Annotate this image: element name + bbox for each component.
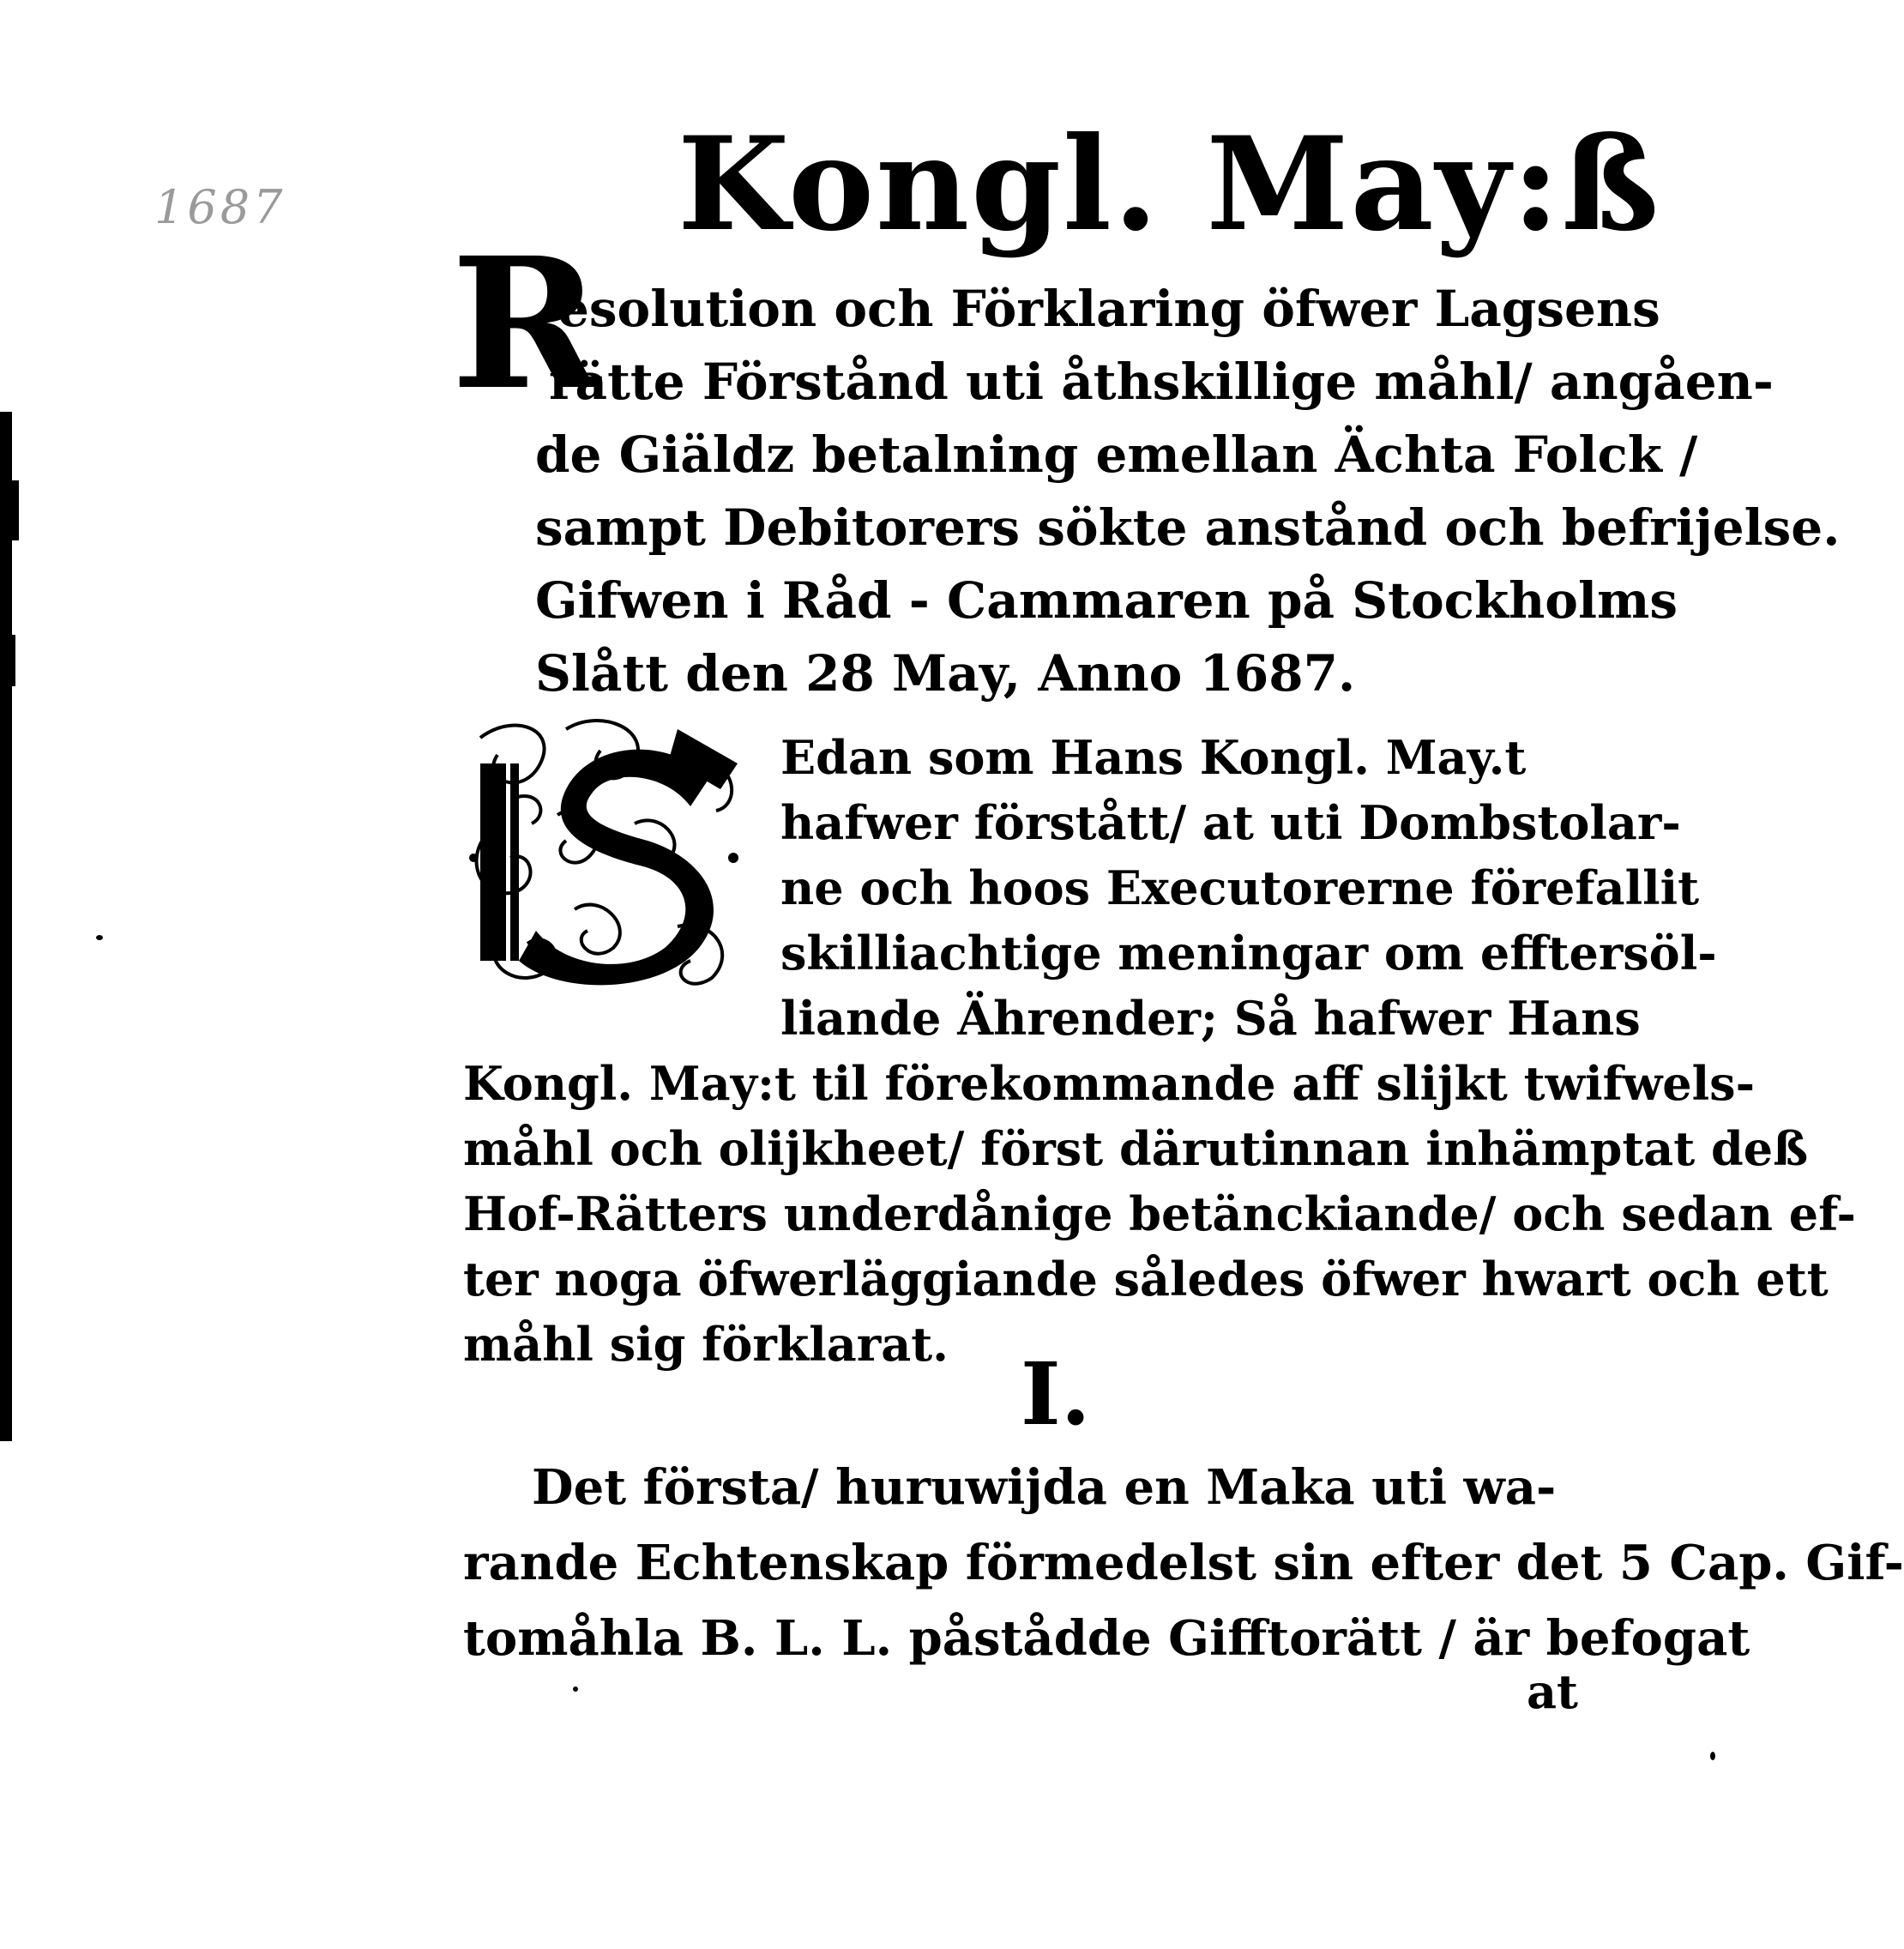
paragraph-line: måhl och olijkheet/ först därutinnan inhämptat deß xyxy=(463,1121,1809,1176)
subtitle-block xyxy=(535,273,1841,710)
paragraph-line: Edan som Hans Kongl. May.t xyxy=(780,730,1527,785)
scan-speck xyxy=(96,935,103,940)
subtitle-line: sampt Debitorers sökte anstånd och befrijelse. xyxy=(535,498,1841,557)
paragraph-1-indented xyxy=(780,725,1717,1051)
paragraph-line: tomåhla B. L. L. påstådde Gifftorätt / är befogat xyxy=(463,1610,1750,1667)
margin-handwritten-note: 1687 xyxy=(154,180,286,234)
paragraph-line: hafwer förstått/ at uti Dombstolar- xyxy=(780,795,1681,850)
scan-edge-shadow xyxy=(0,412,12,1441)
paragraph-line: liande Ährender; Så hafwer Hans xyxy=(780,991,1641,1046)
catchword: at xyxy=(1527,1664,1578,1719)
subtitle-line: esolution och Förklaring öfwer Lagsens xyxy=(557,280,1660,338)
paragraph-line: rande Echtenskap förmedelst sin efter det 5 Cap. Gif- xyxy=(463,1535,1904,1591)
paragraph-line: skilliachtige meningar om efftersöl- xyxy=(780,926,1717,981)
scan-speck xyxy=(1710,1752,1715,1760)
paragraph-line: Kongl. May:t til förekommande aff slijkt twifwels- xyxy=(463,1056,1755,1111)
subtitle-line: rätte Förstånd uti åthskillige måhl/ angåen- xyxy=(549,353,1774,411)
paragraph-line: Det första/ huruwijda en Maka uti wa- xyxy=(532,1459,1557,1516)
subtitle-line: Slått den 28 May, Anno 1687. xyxy=(535,644,1356,703)
subtitle-line: Gifwen i Råd - Cammaren på Stockholms xyxy=(535,571,1678,630)
scan-edge-mark xyxy=(0,480,19,540)
scan-edge-mark xyxy=(0,635,15,686)
subtitle-line: de Giäldz betalning emellan Ächta Folck / xyxy=(535,425,1698,484)
section-numeral: I. xyxy=(1021,1343,1091,1445)
ornament-icon xyxy=(463,712,755,995)
dropcap-r: R xyxy=(451,218,601,430)
paragraph-line: Hof-Rätters underdånige betänckiande/ och sedan ef- xyxy=(463,1186,1856,1241)
paragraph-line: ne och hoos Executorerne förefallit xyxy=(780,860,1700,915)
scan-speck xyxy=(573,1687,578,1692)
page-title: Kongl. May:ß xyxy=(678,109,1661,260)
ornamental-initial-s xyxy=(463,712,755,995)
paragraph-line: ter noga öfwerläggiande således öfwer hwart och ett xyxy=(463,1252,1829,1306)
paragraph-2 xyxy=(463,1450,1904,1676)
paragraph-line: måhl sig förklarat. xyxy=(463,1317,949,1372)
paragraph-1-full xyxy=(463,1051,1856,1377)
